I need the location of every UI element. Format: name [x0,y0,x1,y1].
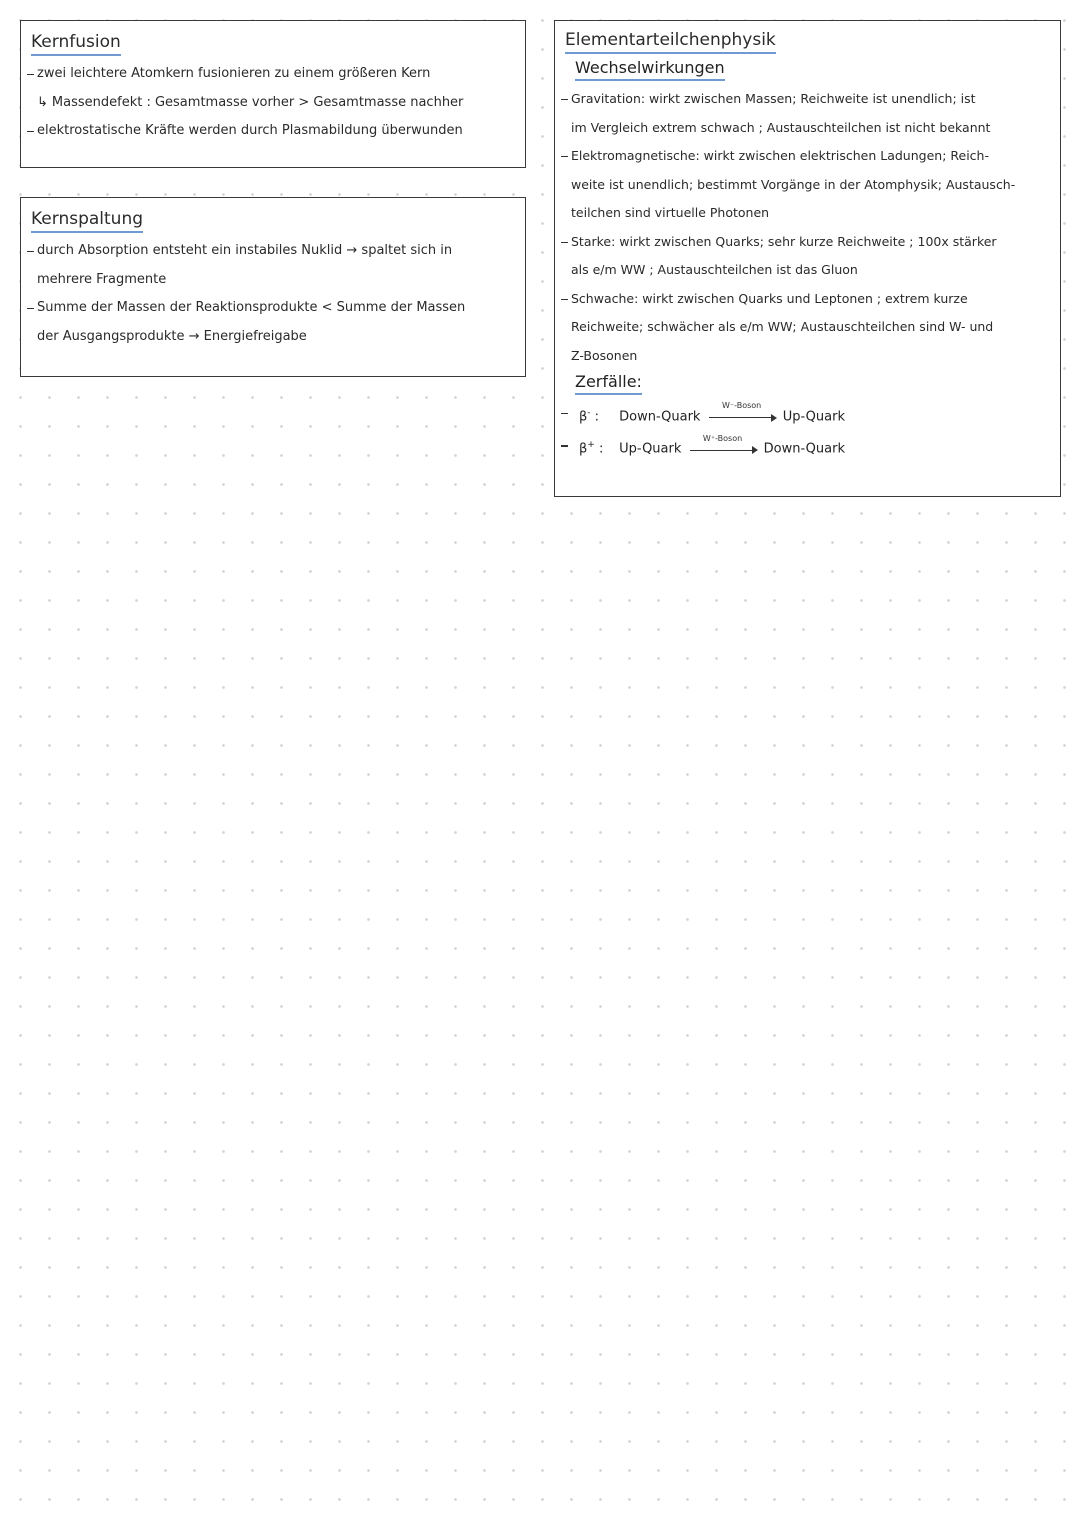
decay-symbol: β+ : [579,440,604,457]
gravitation-line-1: Gravitation: wirkt zwischen Massen; Reichweite ist unendlich; ist [565,85,1050,114]
kernfusion-card [20,20,526,168]
starke-line-1: Starke: wirkt zwischen Quarks; sehr kurze Reichweite ; 100x stärker [565,228,1050,257]
kernspaltung-line-3: Summe der Massen der Reaktionsprodukte < Summe der Massen [31,294,515,323]
decay-symbol: β- : [579,408,600,425]
kernspaltung-card [20,197,526,377]
decay-beta-plus [565,431,1050,463]
kernfusion-line-2-text: Massendefekt : Gesamtmasse vorher > Gesamtmasse nachher [51,94,464,110]
wechselwirkungen-title: Wechselwirkungen [575,58,725,81]
decay-beta-minus [565,399,1050,431]
decay-to: Up-Quark [782,409,845,425]
decay-arrow [709,401,775,418]
elektromagnetisch-line-3: teilchen sind virtuelle Photonen [571,205,770,220]
kernfusion-line-2 [31,89,515,118]
kernspaltung-line-2: mehrere Fragmente [37,271,167,287]
schwache-line-1: Schwache: wirkt zwischen Quarks und Leptonen ; extrem kurze [565,285,1050,314]
arrow-right-icon [709,417,775,418]
kernspaltung-line-4: der Ausgangsprodukte → Energiefreigabe [37,328,307,344]
gravitation-line-2: im Vergleich extrem schwach ; Austauschteilchen ist nicht bekannt [571,119,991,135]
arrow-right-icon [690,450,756,451]
zerfaelle-title: Zerfälle: [575,372,642,395]
decay-from: Up-Quark [619,441,682,457]
decay-arrow [690,433,756,451]
kernspaltung-title: Kernspaltung [31,208,143,233]
decay-boson-label: W⁻-Boson [721,401,762,411]
decay-boson-label: W⁺-Boson [702,433,743,443]
schwache-line-3: Z-Bosonen [571,347,638,363]
decay-to: Down-Quark [763,441,845,457]
elementarteilchenphysik-card [554,20,1061,497]
schwache-line-2: Reichweite; schwächer als e/m WW; Austauschteilchen sind W- und [571,319,994,334]
arrow-right-icon: ↳ [37,94,48,110]
decay-from: Down-Quark [619,409,701,425]
kernfusion-line-1: zwei leichtere Atomkern fusionieren zu einem größeren Kern [31,60,515,89]
elektromagnetisch-line-1: Elektromagnetische: wirkt zwischen elektrischen Ladungen; Reich- [565,142,1050,171]
elementar-title: Elementarteilchenphysik [565,29,776,54]
elektromagnetisch-line-2: weite ist unendlich; bestimmt Vorgänge in der Atomphysik; Austausch- [571,176,1016,192]
starke-line-2: als e/m WW ; Austauschteilchen ist das Gluon [571,262,858,277]
kernfusion-title: Kernfusion [31,31,121,56]
kernfusion-line-3: elektrostatische Kräfte werden durch Plasmabildung überwunden [31,117,515,146]
kernspaltung-line-1: durch Absorption entsteht ein instabiles Nuklid → spaltet sich in [31,237,515,266]
